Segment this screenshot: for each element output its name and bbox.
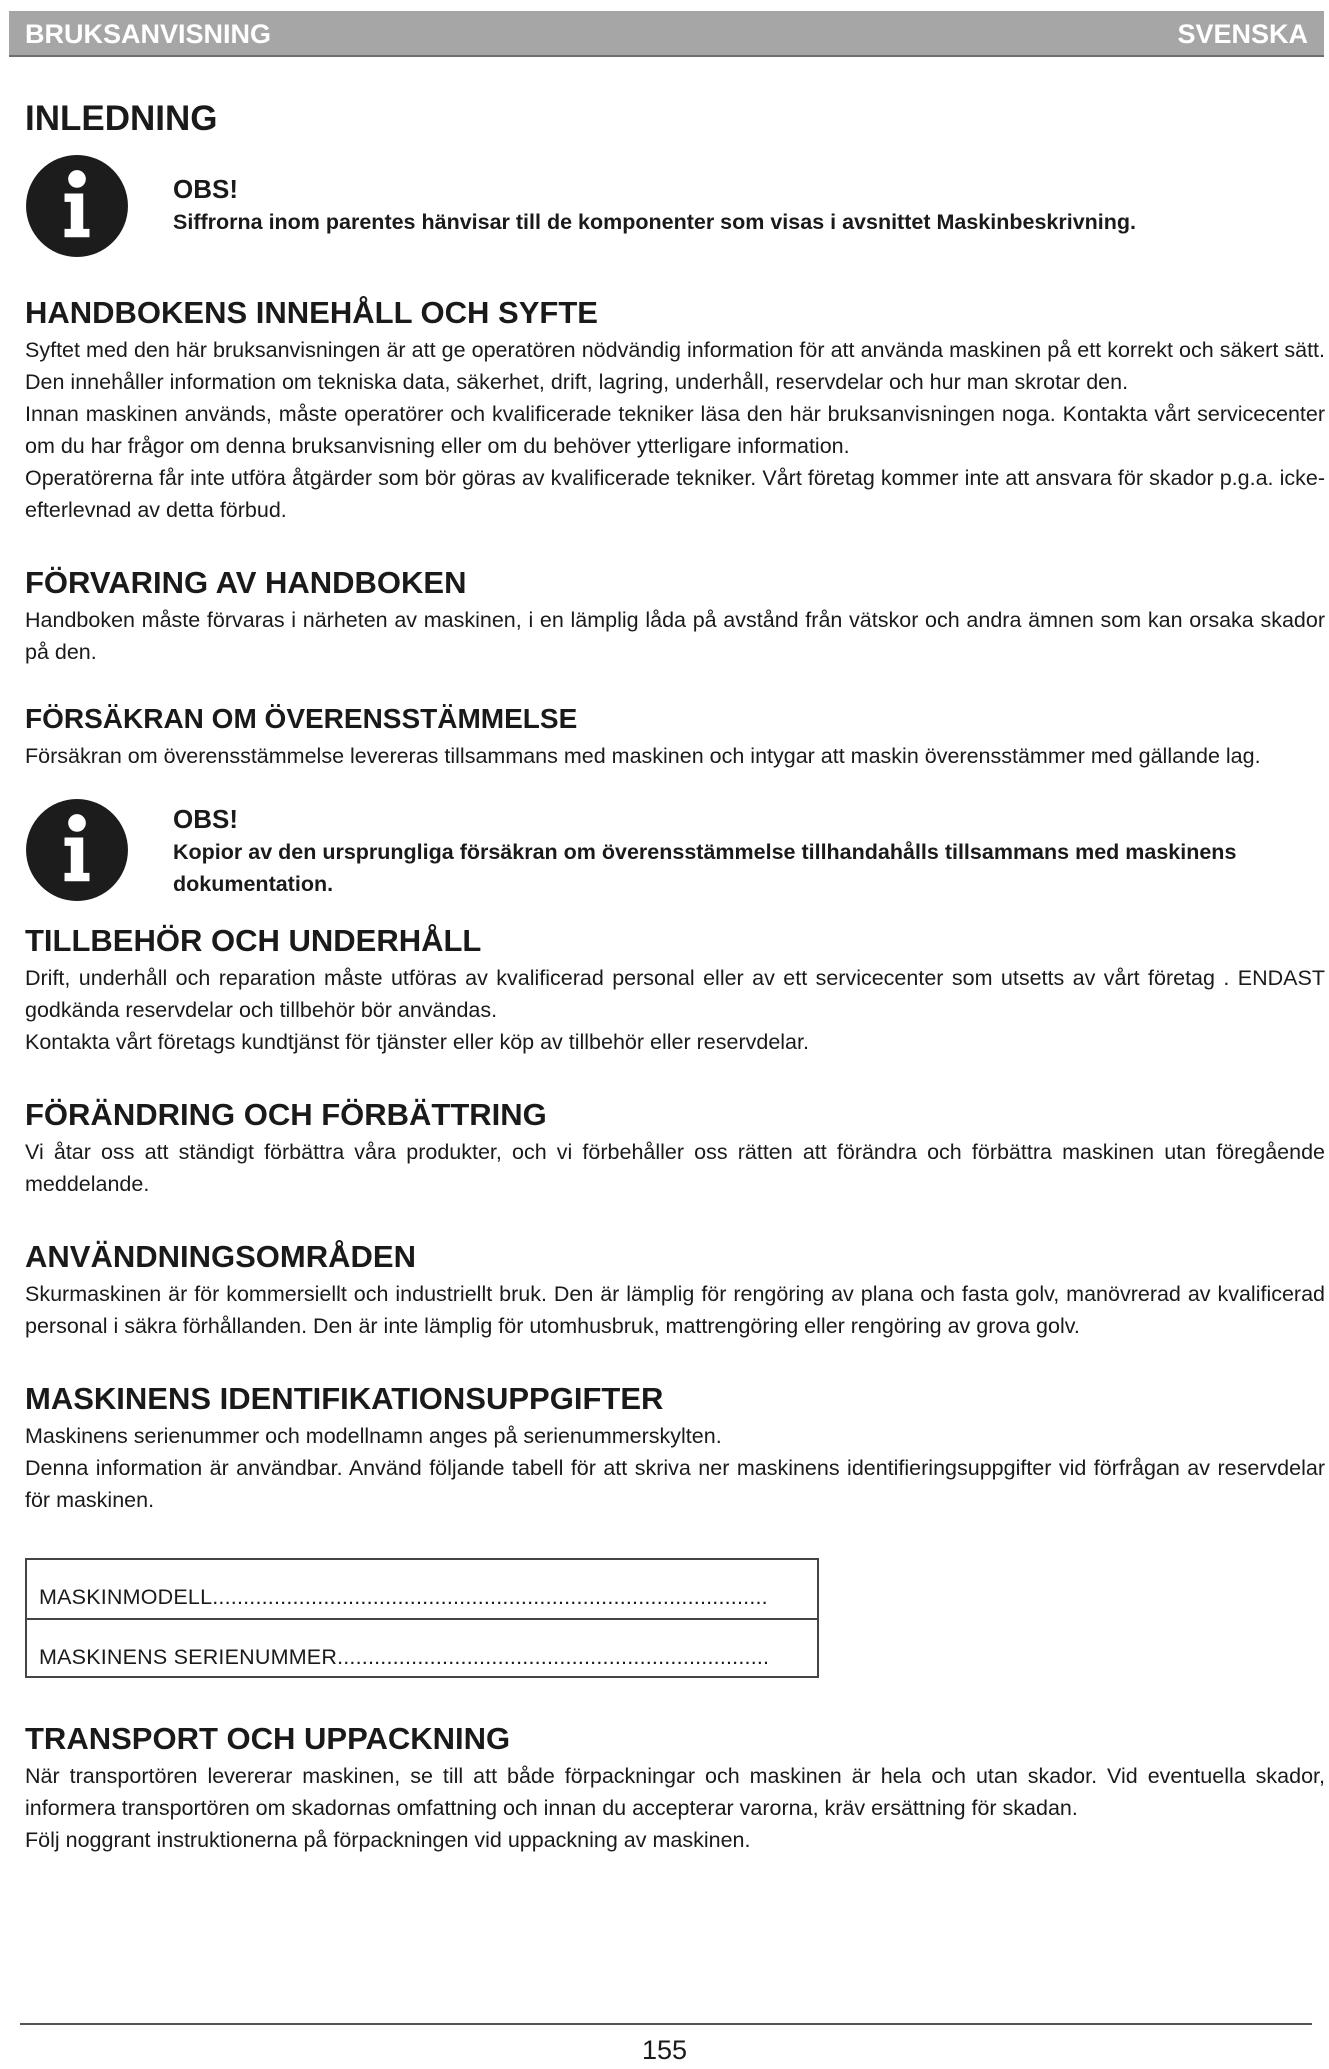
page-number: 155 bbox=[641, 2035, 688, 2065]
paragraph: Vi åtar oss att ständigt förbättra våra produkter, och vi förbehåller oss rätten att förändra och förbättra maskinen utan föregående meddelande. bbox=[25, 1140, 1325, 1196]
paragraph: Skurmaskinen är för kommersiellt och industriellt bruk. Den är lämplig för rengöring av plana och fasta golv, manövrerad av kvalificerad personal i säkra förhållanden. Den är inte lämplig för utomhusbruk, mattrengöring eller rengöring av grova golv. bbox=[25, 1282, 1325, 1338]
notice-box bbox=[25, 798, 1325, 902]
notice-title: OBS! bbox=[173, 804, 238, 834]
table-row[interactable]: MASKINMODELL.......................................................................................... bbox=[39, 1585, 768, 1609]
section-heading: FÖRVARING AV HANDBOKEN bbox=[25, 565, 467, 600]
section-heading: FÖRÄNDRING OCH FÖRBÄTTRING bbox=[25, 1097, 547, 1132]
notice-box bbox=[25, 154, 1325, 258]
paragraph: Maskinens serienummer och modellnamn anges på serienummerskylten. bbox=[25, 1424, 722, 1448]
paragraph: Denna information är användbar. Använd följande tabell för att skriva ner maskinens identifieringsuppgifter vid förfrågan av reservdelar för maskinen. bbox=[25, 1456, 1325, 1512]
paragraph: Följ noggrant instruktionerna på förpackningen vid uppackning av maskinen. bbox=[25, 1828, 751, 1852]
notice-body: Siffrorna inom parentes hänvisar till de komponenter som visas i avsnittet Maskinbeskrivning. bbox=[173, 210, 1136, 234]
identification-table bbox=[25, 1558, 819, 1678]
info-icon bbox=[25, 798, 129, 902]
notice-body: Kopior av den ursprungliga försäkran om överensstämmelse tillhandahålls tillsammans med maskinens dokumentation. bbox=[173, 840, 1237, 896]
section-heading: FÖRSÄKRAN OM ÖVERENSSTÄMMELSE bbox=[25, 703, 578, 734]
header-language: SVENSKA bbox=[1177, 19, 1308, 49]
paragraph: Syftet med den här bruksanvisningen är att ge operatören nödvändig information för att använda maskinen på ett korrekt och säkert sätt. Den innehåller information om tekniska data, säkerhet, drift, lagring, underhåll, reservdelar och hur man skrotar den. bbox=[25, 338, 1325, 394]
paragraph: Försäkran om överensstämmelse levereras tillsammans med maskinen och intygar att maskin överensstämmer med gällande lag. bbox=[25, 744, 1261, 768]
section-heading: TRANSPORT OCH UPPACKNING bbox=[25, 1721, 511, 1756]
page-header bbox=[9, 11, 1324, 57]
section-heading: TILLBEHÖR OCH UNDERHÅLL bbox=[25, 923, 482, 958]
section-usage bbox=[25, 1236, 1325, 1342]
section-accessories bbox=[25, 920, 1325, 1058]
section-storage bbox=[25, 562, 1325, 668]
section-heading: ANVÄNDNINGSOMRÅDEN bbox=[25, 1239, 416, 1274]
info-icon bbox=[25, 154, 129, 258]
section-transport bbox=[25, 1718, 1325, 1856]
section-changes bbox=[25, 1094, 1325, 1200]
section-identification bbox=[25, 1378, 1325, 1678]
section-heading: MASKINENS IDENTIFIKATIONSUPPGIFTER bbox=[25, 1381, 664, 1416]
paragraph: Innan maskinen används, måste operatörer och kvalificerade tekniker läsa den här bruksanvisningen noga. Kontakta vårt servicecenter om du har frågor om denna bruksanvisning eller om du behöver ytterligare information. bbox=[25, 402, 1325, 458]
footer-divider bbox=[20, 2023, 1312, 2025]
paragraph: Drift, underhåll och reparation måste utföras av kvalificerad personal eller av ett servicecenter som utsetts av vårt företag . ENDAST godkända reservdelar och tillbehör bör användas. bbox=[25, 966, 1325, 1022]
paragraph: Kontakta vårt företags kundtjänst för tjänster eller köp av tillbehör eller reservdelar. bbox=[25, 1030, 809, 1054]
section-declaration bbox=[25, 698, 1325, 772]
paragraph: Handboken måste förvaras i närheten av maskinen, i en lämplig låda på avstånd från vätskor och andra ämnen som kan orsaka skador på den. bbox=[25, 608, 1325, 664]
table-row[interactable]: MASKINENS SERIENUMMER...................................................................... bbox=[27, 1618, 817, 1676]
header-title: BRUKSANVISNING bbox=[25, 19, 272, 49]
notice-title: OBS! bbox=[173, 174, 238, 204]
section-content-purpose bbox=[25, 292, 1325, 526]
paragraph: När transportören levererar maskinen, se till att både förpackningar och maskinen är hela och utan skador. Vid eventuella skador, informera transportören om skadornas omfattning och innan du accepterar varorna, kräv ersättning för skadan. bbox=[25, 1764, 1325, 1820]
paragraph: Operatörerna får inte utföra åtgärder som bör göras av kvalificerade tekniker. Vårt företag kommer inte att ansvara för skador p.g.a. icke-efterlevnad av detta förbud. bbox=[25, 466, 1325, 522]
page-title: INLEDNING bbox=[25, 99, 218, 138]
section-heading: HANDBOKENS INNEHÅLL OCH SYFTE bbox=[25, 295, 598, 330]
page-content bbox=[25, 96, 1325, 1856]
